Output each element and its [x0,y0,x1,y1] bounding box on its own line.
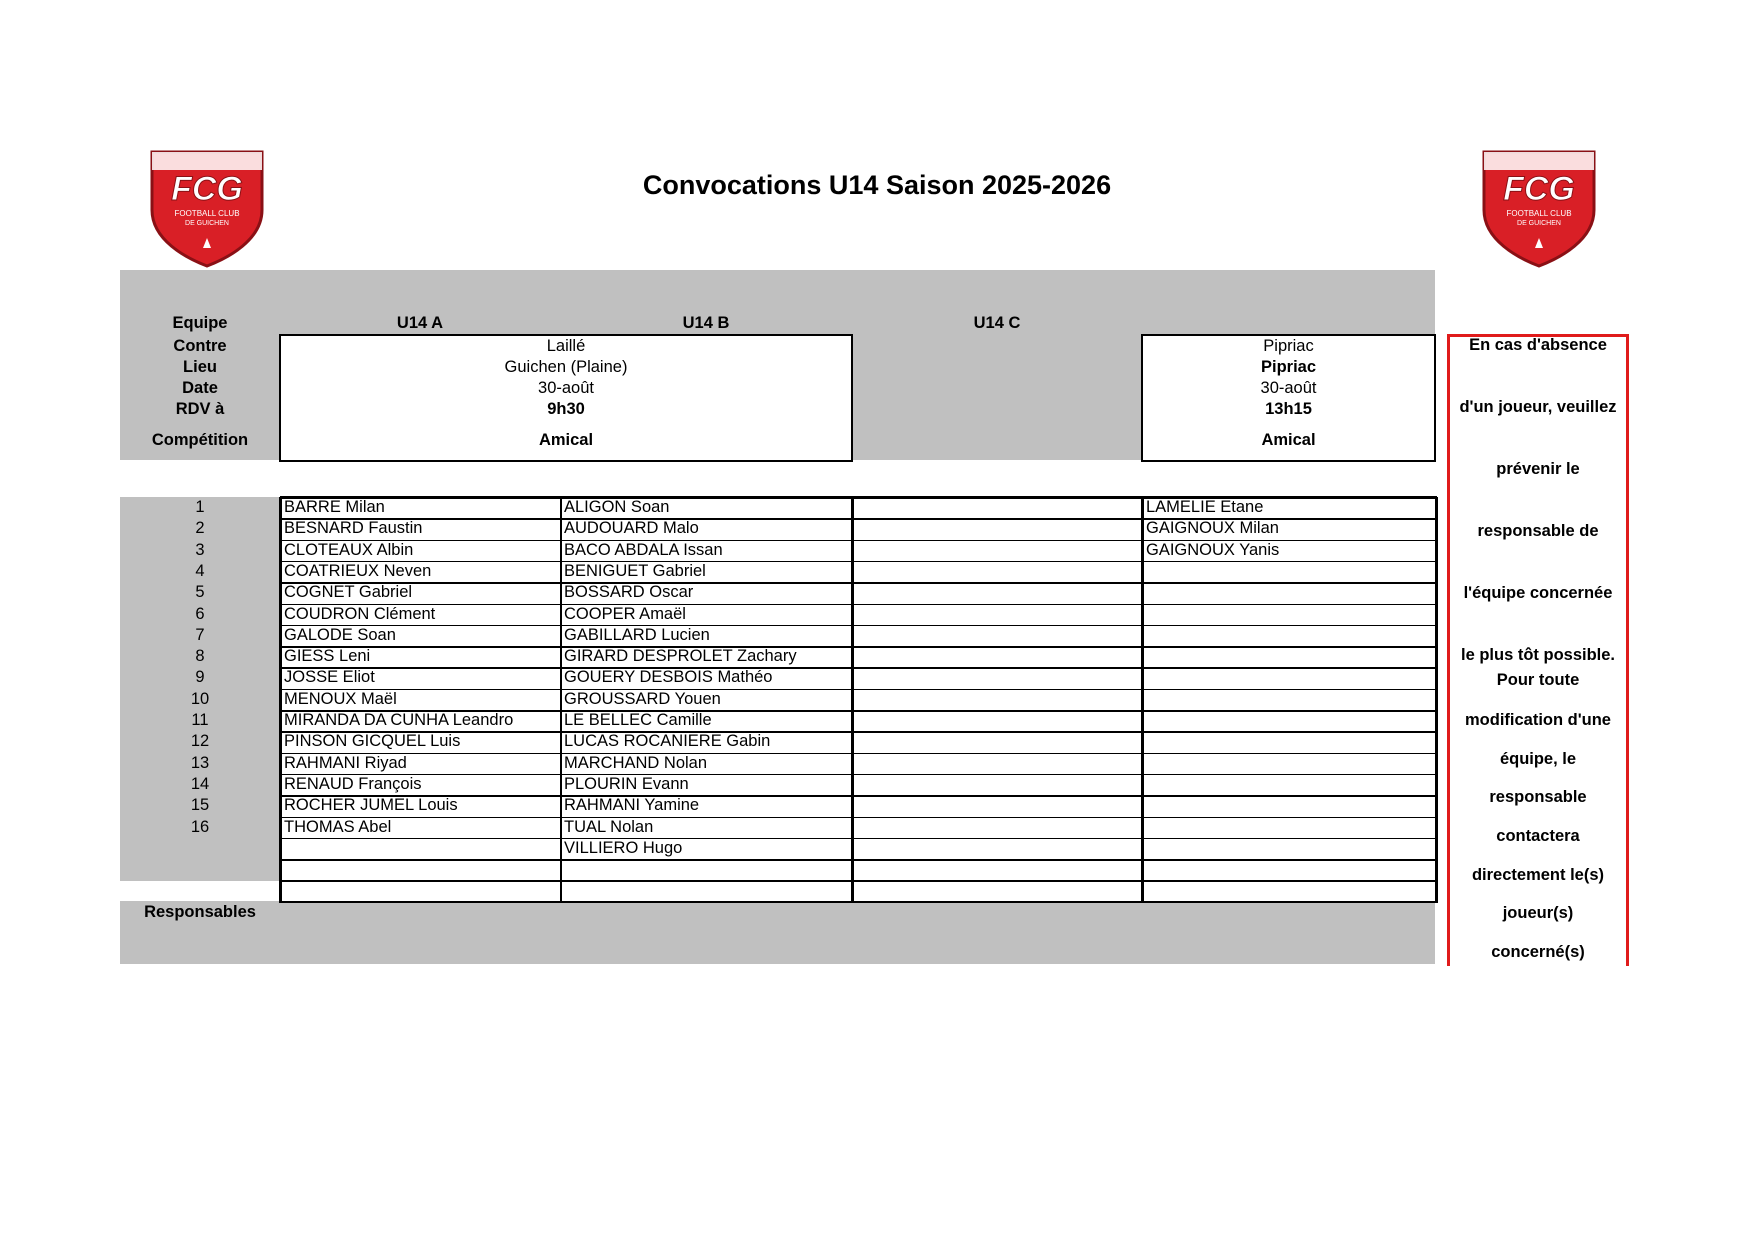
label-responsables: Responsables [144,903,256,921]
label-contre: Contre [173,337,227,355]
row-number: 12 [190,732,210,751]
player-name-u14b: ALIGON Soan [564,498,670,516]
grid-vline [560,497,562,903]
grid-hline [280,880,1437,882]
notice-line: concerné(s) [1491,943,1585,961]
player-name-u14b: MARCHAND Nolan [564,753,708,772]
match1-date: 30-août [538,379,594,397]
label-lieu: Lieu [183,358,217,376]
player-name-u14b: GROUSSARD Youen [564,689,721,708]
row-number: 9 [195,668,205,687]
row-number: 15 [190,796,210,815]
logo-text: FCG [1503,170,1575,208]
club-logo-right [1480,148,1598,268]
row-number: 4 [195,561,205,580]
notice-line: l'équipe concernée [1463,584,1613,602]
grid-hline [280,625,1437,627]
player-name-u14b: GOUERY DESBOIS Mathéo [564,668,773,687]
grid-hline [280,667,1437,669]
grid-hline [280,901,1437,904]
player-name-u14b: BOSSARD Oscar [564,583,694,602]
player-name-u14b: TUAL Nolan [564,817,654,836]
player-name-u14a: COGNET Gabriel [284,583,413,602]
match1-competition: Amical [538,431,594,449]
grid-hline [280,646,1437,648]
svg-text:DE GUICHEN: DE GUICHEN [1517,220,1561,227]
player-name-u14a: RAHMANI Riyad [284,753,407,772]
player-name-u14a: MENOUX Maël [284,689,397,708]
notice-line: responsable de [1477,522,1599,540]
player-name-u14b: RAHMANI Yamine [564,796,700,815]
match2-contre: Pipriac [1263,337,1314,355]
player-name-u14a: CLOTEAUX Albin [284,540,414,559]
grid-hline [280,582,1437,584]
player-name-u14b: GIRARD DESPROLET Zachary [564,647,797,666]
notice-line: joueur(s) [1502,904,1574,922]
player-name-u14b: AUDOUARD Malo [564,519,699,538]
player-name-u14a: COATRIEUX Neven [284,561,432,580]
player-name-u14a: THOMAS Abel [284,817,392,836]
player-name-u14b: COOPER Amaël [564,604,686,623]
player-name-u14a: MIRANDA DA CUNHA Leandro [284,711,514,729]
grid-hline [280,689,1437,691]
match1-rdv: 9h30 [547,400,585,418]
team-header-a: U14 A [396,314,444,332]
player-name-u14b: BENIGUET Gabriel [564,561,706,580]
notice-line: équipe, le [1499,750,1577,768]
row-number: 10 [190,689,210,708]
notice-line: le plus tôt possible. [1460,646,1616,664]
logo-text: FCG [171,170,243,208]
notice-line: prévenir le [1496,460,1580,478]
player-name-u14a: PINSON GICQUEL Luis [284,732,461,751]
label-equipe: Equipe [172,314,228,332]
player-name-u14a: JOSSE Eliot [284,668,375,687]
match1-contre: Laillé [546,337,586,355]
row-number: 7 [195,625,205,644]
player-name-u14b: LE BELLEC Camille [564,711,712,729]
label-competition: Compétition [151,431,249,449]
row-number: 13 [190,753,210,772]
svg-text:DE GUICHEN: DE GUICHEN [185,220,229,227]
player-name-u14d: LAMELIE Etane [1146,498,1264,516]
grid-hline [280,604,1437,606]
grid-hline [280,774,1437,776]
row-number: 14 [190,774,210,793]
page-title: Convocations U14 Saison 2025-2026 [642,170,1112,200]
label-date: Date [182,379,218,397]
grid-hline [280,838,1437,840]
player-name-u14b: VILLIERO Hugo [564,838,683,857]
row-number: 3 [195,540,205,559]
player-name-u14a: BESNARD Faustin [284,519,423,538]
match2-competition: Amical [1261,431,1316,449]
player-name-u14b: GABILLARD Lucien [564,625,710,644]
notice-line: d'un joueur, veuillez [1459,398,1617,416]
player-name-u14d: GAIGNOUX Milan [1146,519,1279,538]
notice-line: Pour toute [1496,671,1580,689]
row-number: 1 [195,498,205,516]
notice-line: contactera [1496,827,1580,845]
notice-line: directement le(s) [1471,866,1605,884]
responsables-background [120,901,1435,964]
team-header-c: U14 C [973,314,1021,332]
row-number: 16 [190,817,210,836]
grid-hline [280,753,1437,755]
match2-lieu: Pipriac [1260,358,1317,376]
grid-hline [280,561,1437,563]
grid-hline [280,496,1437,499]
player-name-u14b: PLOURIN Evann [564,774,689,793]
grid-vline [851,497,854,903]
row-number: 6 [195,604,205,623]
match2-date: 30-août [1260,379,1317,397]
label-rdv: RDV à [175,400,225,418]
grid-hline [280,859,1437,861]
row-number: 11 [191,711,209,729]
player-name-u14a: COUDRON Clément [284,604,436,623]
row-number: 2 [195,519,205,538]
grid-vline [1435,497,1438,903]
notice-line: En cas d'absence [1469,336,1607,354]
svg-text:FOOTBALL CLUB: FOOTBALL CLUB [174,209,240,218]
match2-rdv: 13h15 [1265,400,1312,418]
notice-line: responsable [1489,788,1587,806]
match1-lieu: Guichen (Plaine) [504,358,628,376]
player-name-u14a: BARRE Milan [284,498,385,516]
grid-hline [280,817,1437,819]
player-name-u14a: ROCHER JUMEL Louis [284,796,458,815]
player-name-u14d: GAIGNOUX Yanis [1146,540,1280,559]
player-name-u14a: GIESS Leni [284,647,371,666]
team-header-b: U14 B [682,314,730,332]
grid-vline [1141,497,1144,903]
row-number: 5 [195,583,205,602]
svg-text:FOOTBALL CLUB: FOOTBALL CLUB [1506,209,1572,218]
row-number: 8 [195,647,205,666]
club-logo-left [148,148,266,268]
player-name-u14b: LUCAS ROCANIERE Gabin [564,732,771,751]
player-name-u14a: GALODE Soan [284,625,396,644]
player-name-u14b: BACO ABDALA Issan [564,540,723,559]
player-name-u14a: RENAUD François [284,774,422,793]
notice-line: modification d'une [1464,711,1611,729]
